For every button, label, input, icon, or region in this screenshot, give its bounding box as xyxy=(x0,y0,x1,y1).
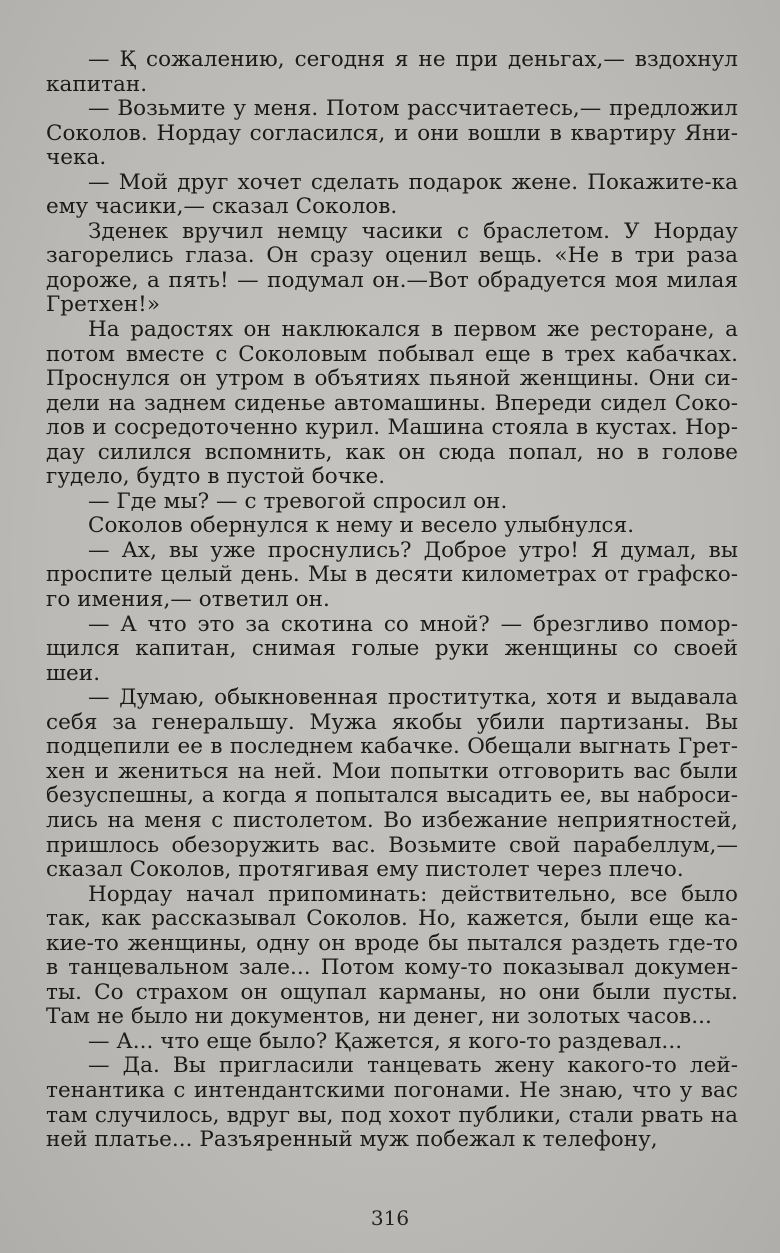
paragraph-13: — Да. Вы пригласили танцевать жену какого-то лейтенантика с интендантскими погонами. Не знаю, что у вас там случилось, вдруг вы, под хохот публики, стали рвать на ней платье... Разъяренный муж побежал к телефону, xyxy=(46,1053,738,1153)
page-text xyxy=(46,48,738,1153)
paragraph-11: Нордау начал припоминать: действительно, все было так, как рассказывал Соколов. Но, кажется, были еще какие-то женщины, одну он вроде бы пытался раздеть где-то в танцевальном зале... Потом кому-то показывал документы. Со страхом он ощупал карманы, но они были пусты. Там не было ни документов, ни денег, ни золотых часов... xyxy=(46,881,738,1030)
paragraph-12: — А... что еще было? Қажется, я кого-то раздевал... xyxy=(88,1028,683,1054)
paragraph-5: На радостях он наклюкался в первом же ресторане, а потом вместе с Соколовым побывал еще в трех кабачках. Проснулся он утром в объятиях пьяной женщины. Они сидели на заднем сиденье автомашины. Впереди сидел Соколов и сосредоточенно курил. Машина стояла в кустах. Нордау силился вспомнить, как он сюда попал, но в голове гудело, будто в пустой бочке. xyxy=(46,317,738,490)
paragraph-9: — А что это за скотина со мной? — брезгливо поморщился капитан, снимая голые руки женщины со своей шеи. xyxy=(46,611,738,686)
page-number: 316 xyxy=(370,1206,410,1230)
paragraph-7: Соколов обернулся к нему и весело улыбнулся. xyxy=(88,513,635,539)
paragraph-8: — Ах, вы уже проснулись? Доброе утро! Я думал, вы проспите целый день. Мы в десяти километрах от графского имения,— ответил он. xyxy=(46,537,738,613)
paragraph-6: — Где мы? — с тревогой спросил он. xyxy=(88,488,508,514)
paragraph-2: — Возьмите у меня. Потом рассчитаетесь,— предложил Соколов. Нордау согласился, и они вошли в квартиру Яничека. xyxy=(46,96,738,171)
paragraph-4: Зденек вручил немцу часики с браслетом. У Нордау загорелись глаза. Он сразу оценил вещь. «Не в три раза дороже, а пять! — подумал он.—Вот обрадуется моя милая Гретхен!» xyxy=(46,218,738,318)
paragraph-3: — Мой друг хочет сделать подарок жене. Покажите-ка ему часики,— сказал Соколов. xyxy=(46,169,738,220)
paragraph-10: — Думаю, обыкновенная проститутка, хотя и выдавала себя за генеральшу. Мужа якобы убили партизаны. Вы подцепили ее в последнем кабачке. Обещали выгнать Гретхен и жениться на ней. Мои попытки отговорить вас были безуспешны, а когда я попытался высадить ее, вы набросились на меня с пистолетом. Во избежание неприятностей, пришлось обезоружить вас. Возьмите свой парабеллум,— сказал Соколов, протягивая ему пистолет через плечо. xyxy=(46,685,738,883)
paragraph-1: — Қ сожалению, сегодня я не при деньгах,— вздохнул капитан. xyxy=(46,47,738,97)
